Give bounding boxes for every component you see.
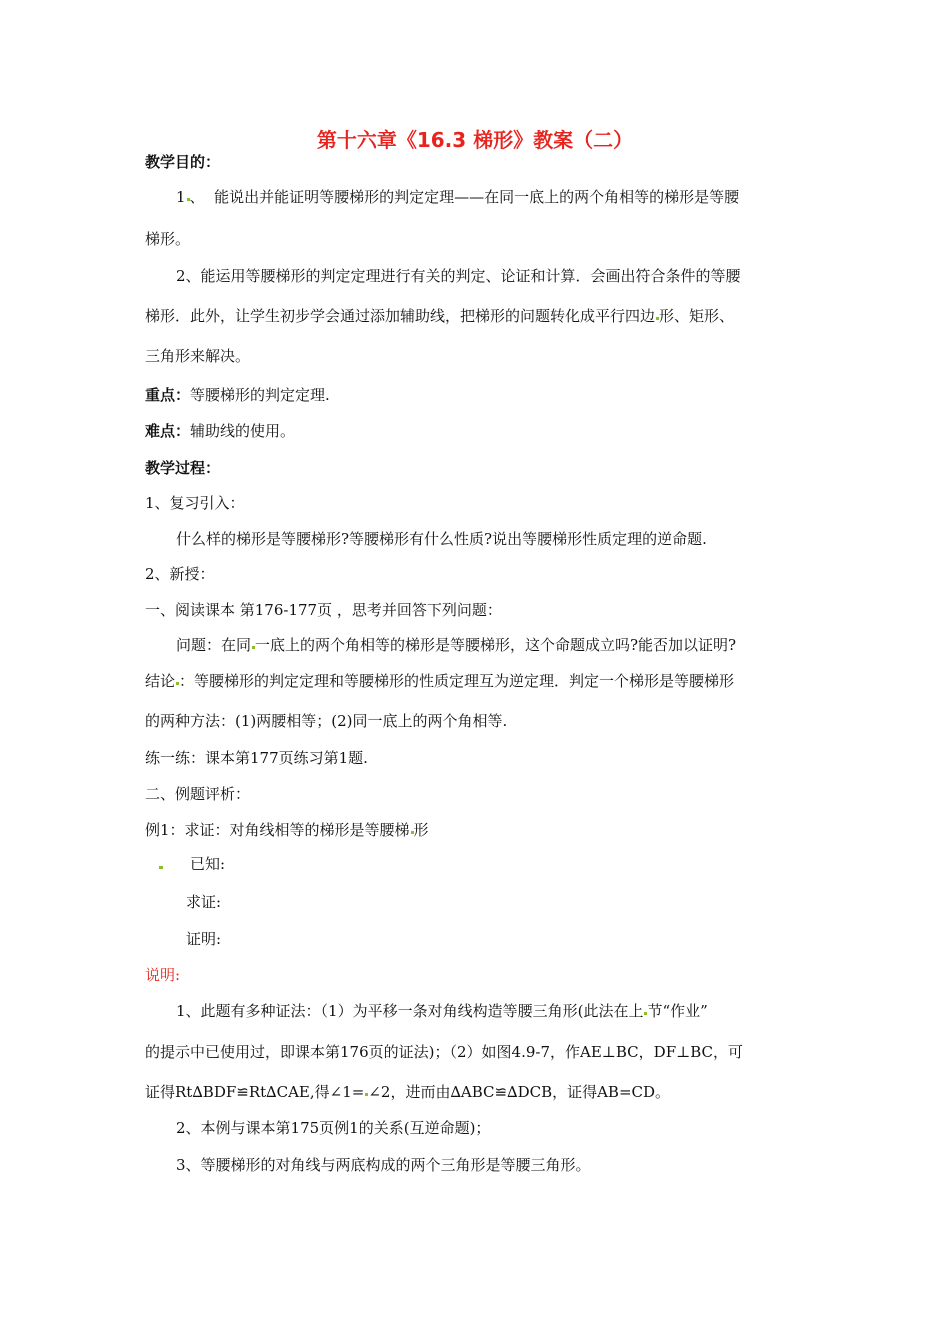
- note-1-line-1: [176, 1001, 708, 1021]
- question: [176, 635, 736, 655]
- conclusion-line-1: [145, 671, 734, 691]
- question-part-b: 一底上的两个角相等的梯形是等腰梯形，这个命题成立吗?能否加以证明?: [255, 636, 737, 654]
- edit-mark: [159, 866, 163, 869]
- part-one: 一、阅读课本 第176-177页 ，思考并回答下列问题：: [145, 601, 502, 619]
- document-title: 第十六章《16.3 梯形》教案（二）: [316, 128, 634, 152]
- step-1: 1、复习引入：: [145, 494, 245, 512]
- difficulty-label: 难点：: [145, 422, 191, 440]
- note-1-line-2: 的提示中已使用过，即课本第176页的证法)；（2）如图4.9-7，作AE⊥BC，DF⊥BC，可: [145, 1043, 743, 1061]
- objective-2-line-1: 2、能运用等腰梯形的判定定理进行有关的判定、论证和计算．会画出符合条件的等腰: [176, 267, 741, 285]
- objective-1-sep: 、: [189, 188, 205, 206]
- note-2: 2、本例与课本第175页例1的关系(互逆命题)；: [176, 1119, 491, 1137]
- note-1-line-1b: 节“作业”: [647, 1002, 708, 1020]
- practice: 练一练：课本第177页练习第1题.: [145, 749, 368, 767]
- conclusion-part-b: ：等腰梯形的判定定理和等腰梯形的性质定理互为逆定理．判定一个梯形是等腰梯形: [179, 672, 735, 690]
- objective-2-line-2: [145, 306, 734, 326]
- difficulty-text: 辅助线的使用。: [190, 422, 296, 440]
- objective-2-line-3: 三角形来解决。: [145, 347, 251, 365]
- objectives-heading: 教学目的：: [145, 153, 221, 171]
- given-label: 已知:: [190, 855, 226, 873]
- conclusion-line-2: 的两种方法：(1)两腰相等；(2)同一底上的两个角相等.: [145, 712, 508, 730]
- question-part-a: 问题：在同: [176, 636, 252, 654]
- notes-label: 说明:: [145, 966, 181, 984]
- example-part-a: 例1：求证：对角线相等的梯形是等腰梯: [145, 821, 410, 839]
- proof-label: 证明:: [186, 930, 222, 948]
- key-point-text: 等腰梯形的判定定理.: [190, 386, 330, 404]
- difficulty: [145, 421, 295, 441]
- note-1-line-3b: ∠2，进而由∆ABC≌∆DCB，证得AB=CD。: [368, 1083, 671, 1101]
- objective-2-line-2a: 梯形．此外，让学生初步学会通过添加辅助线，把梯形的问题转化成平行四边: [145, 307, 656, 325]
- conclusion-part-a: 结论: [145, 672, 176, 690]
- part-two: 二、例题评析：: [145, 785, 251, 803]
- note-3: 3、等腰梯形的对角线与两底构成的两个三角形是等腰三角形。: [176, 1156, 591, 1174]
- key-point: [145, 385, 330, 405]
- key-point-label: 重点：: [145, 386, 191, 404]
- note-1-line-1a: 1、此题有多种证法：（1）为平移一条对角线构造等腰三角形(此法在上: [176, 1002, 644, 1020]
- objective-2-line-2b: 形、矩形、: [659, 307, 735, 325]
- process-heading: 教学过程：: [145, 459, 221, 477]
- prove-label: 求证:: [186, 893, 222, 911]
- step-2: 2、新授：: [145, 565, 215, 583]
- note-1-line-3: [145, 1082, 670, 1102]
- objective-1-text: 能说出并能证明等腰梯形的判定定理——在同一底上的两个角相等的梯形是等腰: [214, 188, 740, 206]
- note-1-line-3a: 证得Rt∆BDF≌Rt∆CAE,得∠1=: [145, 1083, 365, 1101]
- objective-1-line-1: [176, 187, 739, 207]
- example-part-b: 形: [413, 821, 429, 839]
- objective-1-line-2: 梯形。: [145, 230, 191, 248]
- review-question: 什么样的梯形是等腰梯形?等腰梯形有什么性质?说出等腰梯形性质定理的逆命题.: [176, 530, 707, 548]
- example-1: [145, 820, 429, 840]
- objective-1-number: 1: [176, 188, 186, 206]
